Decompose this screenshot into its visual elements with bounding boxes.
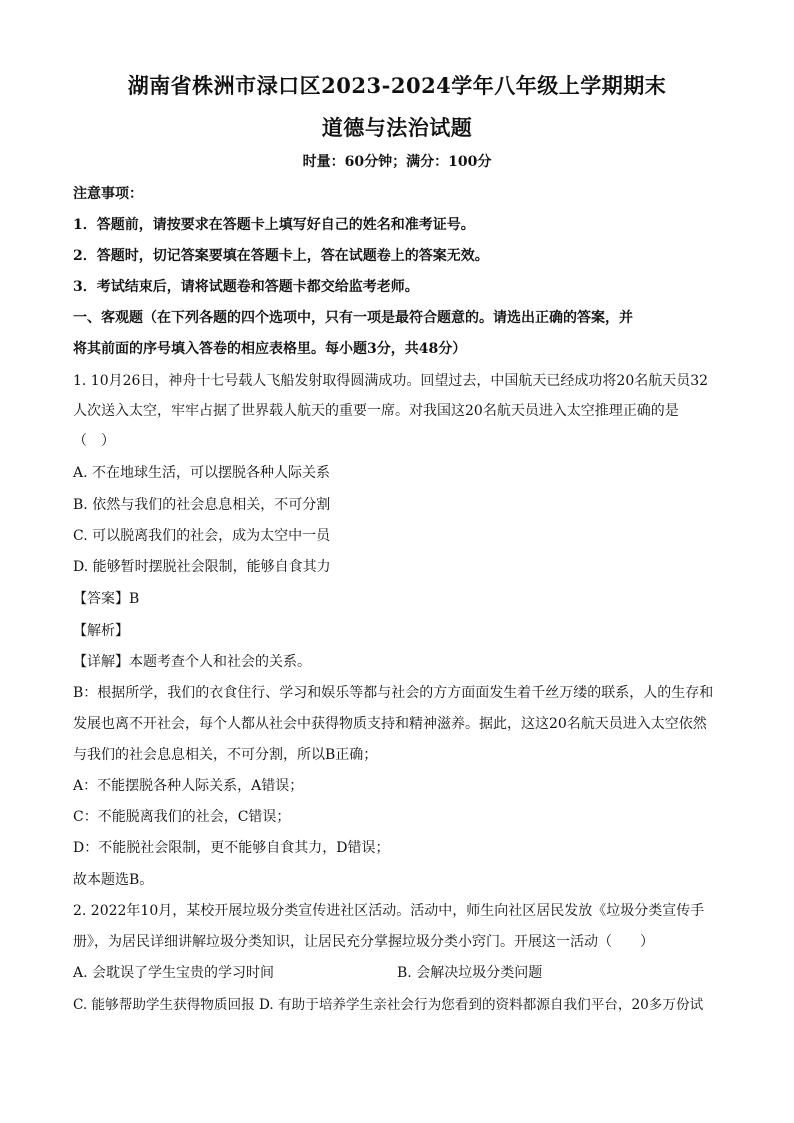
q1-option-a: A. 不在地球生活，可以摆脱各种人际关系 — [73, 465, 331, 481]
q1-stem-line1: 1. 10月26日，神舟十七号载人飞船发射取得圆满成功。回望过去，中国航天已经成功将20名航天员32 — [73, 373, 709, 389]
q2-option-a: A. 会耽误了学生宝贵的学习时间 — [73, 965, 275, 981]
q1-conclusion: 故本题选B。 — [73, 872, 154, 888]
notice-item-1: 1．答题前，请按要求在答题卡上填写好自己的姓名和准考证号。 — [73, 217, 475, 233]
q1-exp-b-line3: 与我们的社会息息相关，不可分割，所以B正确； — [73, 747, 378, 763]
q1-exp-d: D：不能脱社会限制，更不能够自食其力，D错误； — [73, 840, 390, 856]
notice-item-3: 3．考试结束后，请将试题卷和答题卡都交给监考老师。 — [73, 279, 419, 295]
notice-heading: 注意事项： — [73, 186, 143, 202]
q1-option-c: C. 可以脱离我们的社会，成为太空中一员 — [73, 528, 331, 544]
q1-stem-line2: 人次送入太空，牢牢占据了世界载人航天的重要一席。对我国这20名航天员进入太空推理正确的是 — [73, 403, 679, 419]
q1-option-d: D. 能够暂时摆脱社会限制，能够自食其力 — [73, 559, 331, 575]
q1-detail: 【详解】本题考查个人和社会的关系。 — [73, 654, 311, 670]
q1-exp-c: C：不能脱离我们的社会，C错误； — [73, 809, 291, 825]
exam-time-score: 时量：60分钟；满分：100分 — [302, 154, 492, 170]
q1-option-b: B. 依然与我们的社会息息相关，不可分割 — [73, 497, 331, 513]
q2-option-cd: C. 能够帮助学生获得物质回报 D. 有助于培养学生亲社会行为您看到的资料都源自我们平台，20多万份试 — [73, 997, 704, 1013]
exam-title-line2: 道德与法治试题 — [321, 115, 473, 140]
q1-analysis-heading: 【解析】 — [73, 623, 129, 639]
notice-item-2: 2．答题时，切记答案要填在答题卡上，答在试题卷上的答案无效。 — [73, 248, 489, 264]
q2-option-b: B. 会解决垃圾分类问题 — [397, 965, 543, 981]
q1-stem-line3: （ ） — [73, 433, 115, 449]
q1-answer: 【答案】B — [73, 591, 140, 607]
q1-exp-b-line1: B：根据所学，我们的衣食住行、学习和娱乐等都与社会的方方面面发生着千丝万缕的联系，人的生存和 — [73, 685, 714, 701]
section1-heading-line1: 一、客观题（在下列各题的四个选项中，只有一项是最符合题意的。请选出正确的答案，并 — [73, 310, 633, 326]
q2-stem-line1: 2. 2022年10月，某校开展垃圾分类宣传进社区活动。活动中，师生向社区居民发放《垃圾分类宣传手 — [73, 903, 705, 919]
q2-stem-line2: 册》，为居民详细讲解垃圾分类知识，让居民充分掌握垃圾分类小窍门。开展这一活动（ ） — [73, 934, 654, 950]
section1-heading-line2: 将其前面的序号填入答卷的相应表格里。每小题3分，共48分） — [73, 341, 467, 357]
q1-exp-a: A：不能摆脱各种人际关系，A错误； — [73, 778, 304, 794]
exam-title-line1: 湖南省株洲市渌口区2023-2024学年八年级上学期期末 — [127, 73, 667, 98]
q1-exp-b-line2: 发展也离不开社会，每个人都从社会中获得物质支持和精神滋养。据此，这这20名航天员进入太空依然 — [73, 716, 707, 732]
